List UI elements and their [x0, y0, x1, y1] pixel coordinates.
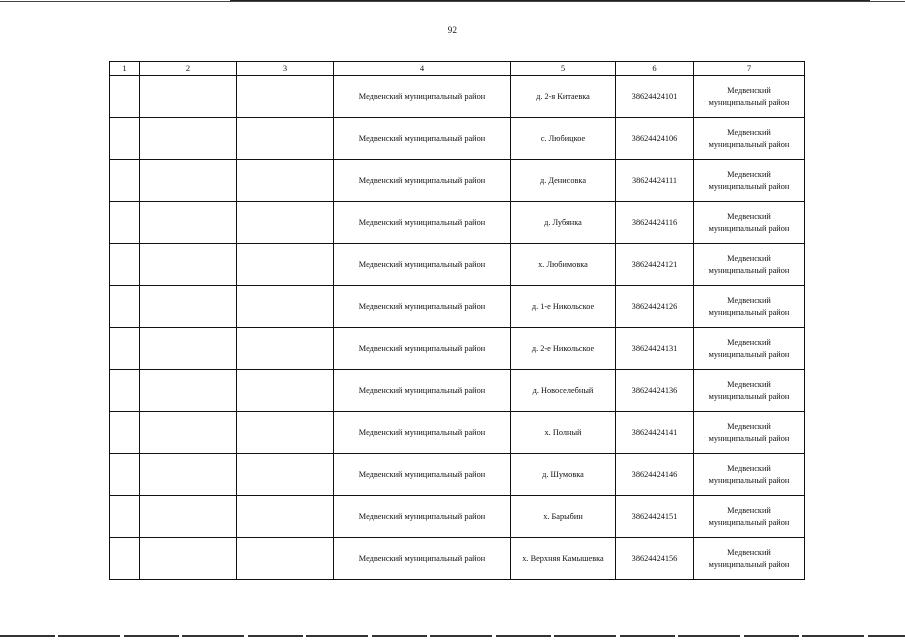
cell-2 [140, 244, 237, 286]
cell-3 [237, 496, 334, 538]
oktmo-code-cell: 38624424116 [616, 202, 694, 244]
oktmo-code-cell: 38624424156 [616, 538, 694, 580]
cell-3 [237, 370, 334, 412]
cell-2 [140, 118, 237, 160]
table-row [110, 370, 805, 412]
table-row [110, 244, 805, 286]
oktmo-code-cell: 38624424136 [616, 370, 694, 412]
cell-2 [140, 160, 237, 202]
district-cell [694, 328, 805, 370]
page-number: 92 [447, 25, 458, 35]
table-row [110, 202, 805, 244]
cell-2 [140, 76, 237, 118]
number-cell [110, 412, 140, 454]
column-header-6: 6 [616, 62, 694, 76]
oktmo-code-cell: 38624424151 [616, 496, 694, 538]
column-header-1: 1 [110, 62, 140, 76]
cell-3 [237, 76, 334, 118]
cell-3 [237, 244, 334, 286]
settlement-cell: х. Барыбин [511, 496, 616, 538]
cell-2 [140, 454, 237, 496]
municipality-cell: Медвенский муниципальный район [334, 160, 511, 202]
settlement-cell: д. Новоселебный [511, 370, 616, 412]
number-cell [110, 370, 140, 412]
table-row [110, 160, 805, 202]
district-cell [694, 370, 805, 412]
cell-2 [140, 328, 237, 370]
table-row [110, 118, 805, 160]
table-row [110, 496, 805, 538]
cell-2 [140, 286, 237, 328]
table-row [110, 454, 805, 496]
number-cell [110, 286, 140, 328]
oktmo-code-cell: 38624424131 [616, 328, 694, 370]
oktmo-code-cell: 38624424141 [616, 412, 694, 454]
oktmo-code-cell: 38624424106 [616, 118, 694, 160]
district-cell [694, 202, 805, 244]
column-header-4: 4 [334, 62, 511, 76]
cell-2 [140, 202, 237, 244]
number-cell [110, 76, 140, 118]
number-cell [110, 202, 140, 244]
district-cell [694, 412, 805, 454]
table-row [110, 286, 805, 328]
district-label: Медвенский муниципальный район [708, 380, 790, 401]
scan-edge-top-right [230, 0, 870, 1]
cell-3 [237, 454, 334, 496]
table-row [110, 328, 805, 370]
district-cell [694, 118, 805, 160]
municipality-cell: Медвенский муниципальный район [334, 244, 511, 286]
district-label: Медвенский муниципальный район [708, 128, 790, 149]
municipality-cell: Медвенский муниципальный район [334, 370, 511, 412]
district-cell [694, 538, 805, 580]
municipality-cell: Медвенский муниципальный район [334, 286, 511, 328]
cell-3 [237, 202, 334, 244]
district-label: Медвенский муниципальный район [708, 464, 790, 485]
column-header-7: 7 [694, 62, 805, 76]
municipality-cell: Медвенский муниципальный район [334, 328, 511, 370]
district-label: Медвенский муниципальный район [708, 548, 790, 569]
district-cell [694, 496, 805, 538]
settlement-cell: д. 1-е Никольское [511, 286, 616, 328]
settlement-cell: д. Денисовка [511, 160, 616, 202]
table-row [110, 412, 805, 454]
table-row [110, 76, 805, 118]
district-cell [694, 76, 805, 118]
column-header-3: 3 [237, 62, 334, 76]
table-row [110, 538, 805, 580]
cell-3 [237, 538, 334, 580]
cell-2 [140, 496, 237, 538]
municipality-cell: Медвенский муниципальный район [334, 412, 511, 454]
oktmo-code-cell: 38624424146 [616, 454, 694, 496]
cell-2 [140, 538, 237, 580]
cell-2 [140, 370, 237, 412]
settlement-cell: х. Любимовка [511, 244, 616, 286]
cell-3 [237, 118, 334, 160]
oktmo-code-cell: 38624424121 [616, 244, 694, 286]
settlement-cell: х. Верхняя Камышевка [511, 538, 616, 580]
number-cell [110, 244, 140, 286]
number-cell [110, 454, 140, 496]
district-cell [694, 244, 805, 286]
municipality-cell: Медвенский муниципальный район [334, 118, 511, 160]
municipality-cell: Медвенский муниципальный район [334, 76, 511, 118]
settlement-cell: д. 2-е Никольское [511, 328, 616, 370]
settlement-cell: д. Шумовка [511, 454, 616, 496]
district-cell [694, 454, 805, 496]
number-cell [110, 160, 140, 202]
district-label: Медвенский муниципальный район [708, 338, 790, 359]
district-label: Медвенский муниципальный район [708, 296, 790, 317]
district-cell [694, 286, 805, 328]
municipality-cell: Медвенский муниципальный район [334, 496, 511, 538]
settlement-cell: х. Полный [511, 412, 616, 454]
municipality-cell: Медвенский муниципальный район [334, 538, 511, 580]
number-cell [110, 328, 140, 370]
cell-3 [237, 286, 334, 328]
district-label: Медвенский муниципальный район [708, 422, 790, 443]
municipality-cell: Медвенский муниципальный район [334, 454, 511, 496]
settlement-cell: с. Любицкое [511, 118, 616, 160]
scan-edge-bottom [0, 635, 905, 637]
table-body [110, 76, 805, 580]
oktmo-code-cell: 38624424126 [616, 286, 694, 328]
table-header-row [110, 62, 805, 76]
district-label: Медвенский муниципальный район [708, 170, 790, 191]
settlement-cell: д. Лубянка [511, 202, 616, 244]
cell-3 [237, 328, 334, 370]
cell-3 [237, 160, 334, 202]
cell-2 [140, 412, 237, 454]
district-label: Медвенский муниципальный район [708, 212, 790, 233]
number-cell [110, 538, 140, 580]
settlement-cell: д. 2-я Китаевка [511, 76, 616, 118]
district-label: Медвенский муниципальный район [708, 506, 790, 527]
number-cell [110, 496, 140, 538]
registry-table [109, 61, 805, 580]
column-header-5: 5 [511, 62, 616, 76]
oktmo-code-cell: 38624424101 [616, 76, 694, 118]
district-label: Медвенский муниципальный район [708, 86, 790, 107]
cell-3 [237, 412, 334, 454]
scan-edge-top [0, 1, 905, 2]
municipality-cell: Медвенский муниципальный район [334, 202, 511, 244]
district-cell [694, 160, 805, 202]
district-label: Медвенский муниципальный район [708, 254, 790, 275]
oktmo-code-cell: 38624424111 [616, 160, 694, 202]
number-cell [110, 118, 140, 160]
column-header-2: 2 [140, 62, 237, 76]
